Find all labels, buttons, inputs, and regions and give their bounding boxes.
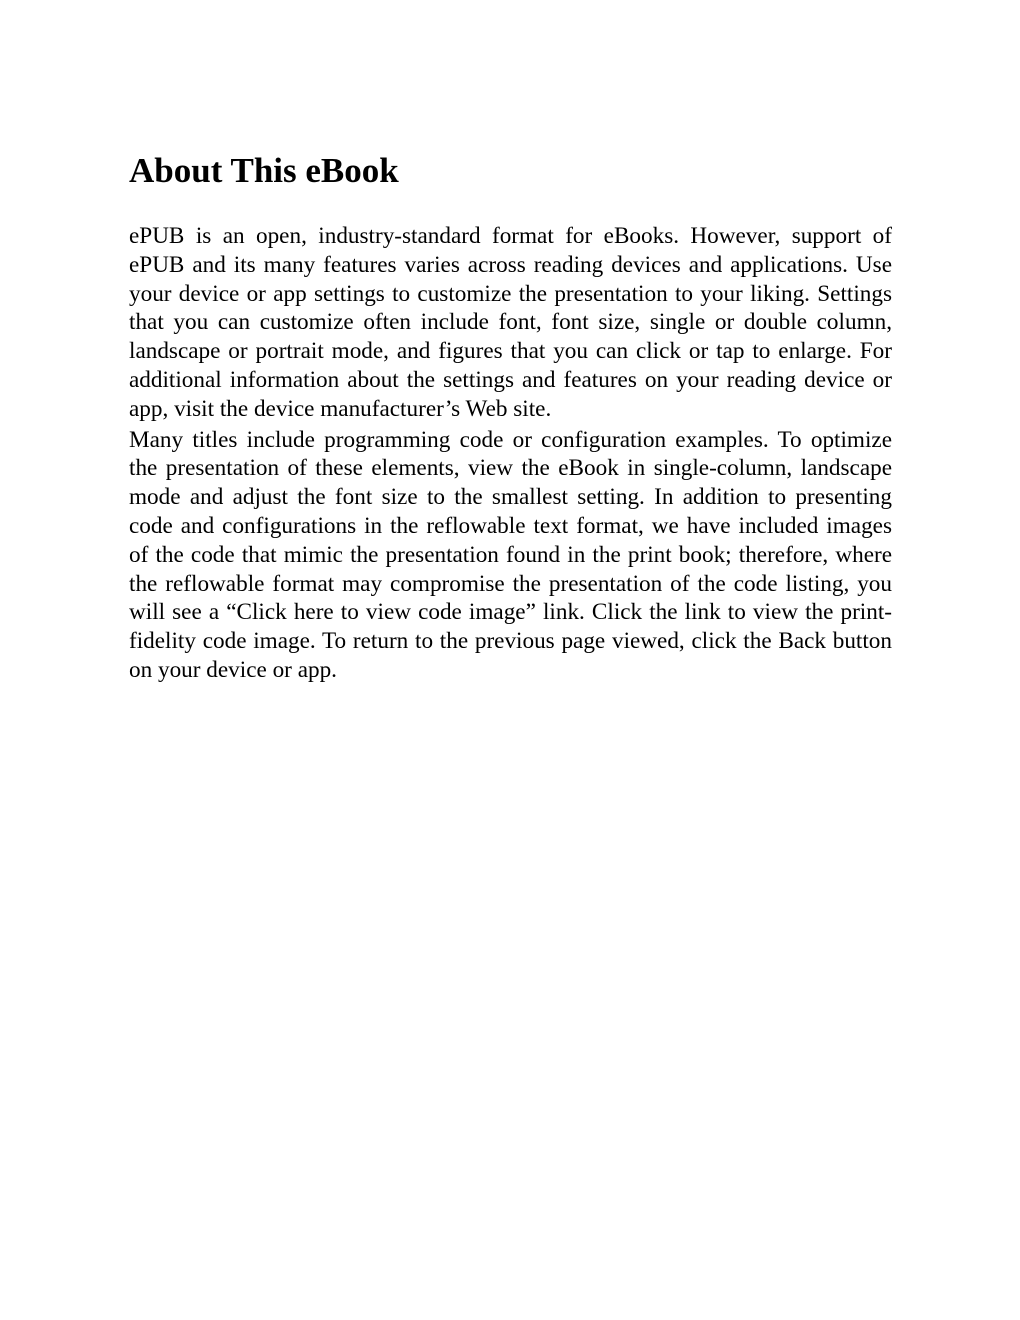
paragraph-code-examples: Many titles include programming code or configuration examples. To optimize the presentation of these elements, view the eBook in single-column, landscape mode and adjust the font size to the smallest setting. In addition to presenting code and configurations in the reflowable text format, we have included images of the code that mimic the presentation found in the print book; therefore, where the reflowable format may compromise the presentation of the code listing, you will see a “Click here to view code image” link. Click the link to view the print-fidelity code image. To return to the previous page viewed, click the Back button on your device or app.	[129, 426, 892, 683]
page-title: About This eBook	[129, 151, 399, 190]
paragraph-epub-format: ePUB is an open, industry-standard format for eBooks. However, support of ePUB and its many features varies across reading devices and applications. Use your device or app settings to customize the presentation to your liking. Settings that you can customize often include font, font size, single or double column, landscape or portrait mode, and figures that you can click or tap to enlarge. For additional information about the settings and features on your reading device or app, visit the device manufacturer’s Web site.	[129, 223, 892, 422]
document-page	[129, 150, 892, 685]
